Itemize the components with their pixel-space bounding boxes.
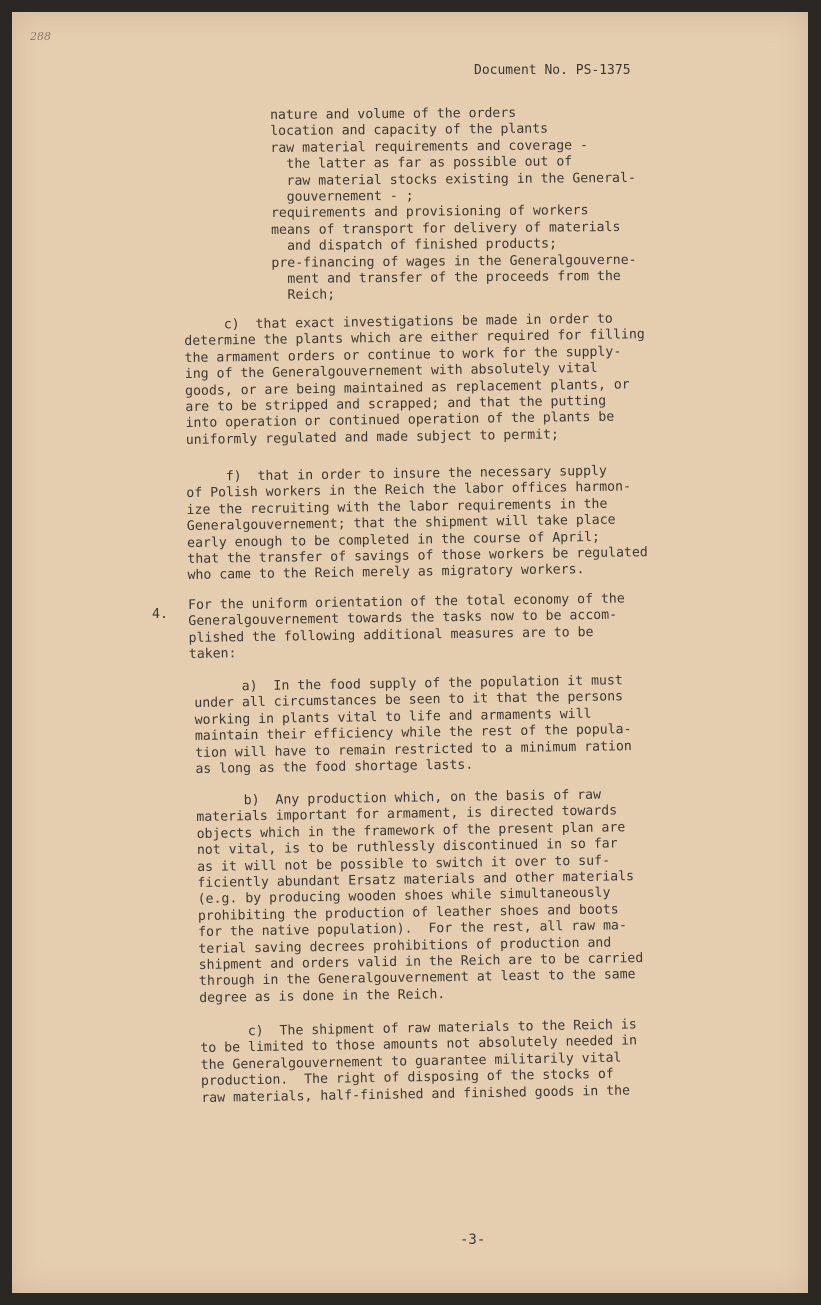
paragraph-line: as long as the food shortage lasts. [195, 757, 474, 778]
paragraph-line: the armament orders or continue to work for the supply- [184, 344, 622, 366]
list-line: Reich; [271, 287, 336, 304]
paragraph-line: ing of the Generalgouvernement with absolutely vital [184, 361, 598, 383]
paragraph-line: plished the following additional measures are to be [188, 624, 594, 646]
paragraph-f-polish-workers [186, 463, 648, 585]
list-line: pre-financing of wages in the Generalgouverne- [271, 252, 637, 271]
list-line: the latter as far as possible out of [270, 154, 573, 173]
paragraph-line: raw materials, half-finished and finished goods in the [201, 1083, 631, 1106]
paragraph-line: f) that in order to insure the necessary supply [186, 463, 607, 485]
document-page [12, 12, 808, 1293]
paragraph-c-plant-investigations [184, 311, 646, 449]
document-number: Document No. PS-1375 [474, 63, 631, 78]
paragraph-line: working in plants vital to life and armaments will [194, 706, 592, 728]
paragraph-line: materials important for armament, is directed towards [196, 803, 618, 826]
list-line: nature and volume of the orders [270, 105, 517, 123]
list-line: means of transport for delivery of materials [271, 219, 621, 238]
paragraph-line: c) The shipment of raw materials to the Reich is [200, 1017, 637, 1040]
paragraph-line: for the native population). For the rest, all raw ma- [198, 918, 627, 941]
paragraph-line: Generalgouvernement towards the tasks now to be accom- [188, 608, 618, 630]
paragraph-line: For the uniform orientation of the total economy of the [188, 591, 625, 613]
paragraph-c-raw-materials [200, 1017, 638, 1107]
paragraph-line: (e.g. by producing wooden shoes while simultaneously [197, 885, 611, 908]
paragraph-line: Generalgouvernement; that the shipment will take place [186, 512, 616, 535]
paragraph-a-food-supply [194, 673, 632, 778]
paragraph-line: objects which in the framework of the present plan are [196, 820, 626, 842]
list-line: ment and transfer of the proceeds from the [271, 269, 621, 288]
paragraph-b-production [196, 787, 644, 1007]
paragraph-line: b) Any production which, on the basis of raw [196, 787, 602, 809]
paragraph-line: taken: [188, 646, 237, 663]
section-number-4: 4. [152, 607, 168, 622]
list-line: location and capacity of the plants [270, 121, 549, 140]
paragraph-line: under all circumstances be seen to it that the persons [194, 689, 624, 712]
list-line: raw material requirements and coverage - [270, 138, 588, 156]
paragraph-line: goods, or are being maintained as replacement plants, or [184, 377, 630, 399]
order-details-list [270, 105, 637, 305]
paragraph-line: prohibiting the production of leather shoes and boots [197, 902, 619, 924]
paragraph-line: uniformly regulated and made subject to permit; [185, 427, 560, 448]
list-line: raw material stocks existing in the General- [270, 170, 636, 189]
section-4-intro [188, 592, 626, 664]
paragraph-line: to be limited to those amounts not absolutely needed in [200, 1033, 638, 1057]
paragraph-line: of Polish workers in the Reich the labor offices harmon- [186, 479, 632, 502]
paragraph-line: maintain their efficiency while the rest of the popula- [194, 722, 632, 745]
paragraph-line: determine the plants which are either required for filling [184, 327, 645, 350]
paragraph-line: c) that exact investigations be made in order to [184, 311, 613, 333]
paragraph-line: early enough to be completed in the course of April; [186, 529, 601, 551]
list-line: and dispatch of finished products; [271, 236, 558, 255]
archive-pencil-note: 288 [30, 30, 51, 43]
paragraph-line: shipment and orders valid in the Reich are to be carried [198, 951, 644, 974]
paragraph-line: through in the Generalgouvernement at least to the same [198, 967, 636, 990]
paragraph-line: as it will not be possible to switch it over to suf- [197, 853, 611, 875]
paragraph-line: degree as is done in the Reich. [199, 986, 446, 1006]
list-line: requirements and provisioning of workers [270, 203, 589, 222]
page-number: -3- [460, 1232, 486, 1248]
paragraph-line: production. The right of disposing of the stocks of [200, 1067, 614, 1090]
paragraph-line: tion will have to remain restricted to a minimum ration [195, 738, 632, 761]
paragraph-line: ficiently abundant Ersatz materials and other materials [197, 869, 635, 892]
list-line: gouvernement - ; [270, 188, 414, 206]
paragraph-line: terial saving decrees prohibitions of production and [198, 935, 612, 957]
paragraph-line: who came to the Reich merely as migratory workers. [187, 562, 585, 584]
paragraph-line: not vital, is to be ruthlessly discontinued in so far [196, 836, 618, 859]
paragraph-line: are to be stripped and scrapped; and that the putting [185, 393, 607, 416]
paragraph-line: the Generalgouvernement to guarantee militarily vital [200, 1050, 622, 1073]
paragraph-line: a) In the food supply of the population it must [194, 673, 623, 695]
paragraph-line: into operation or continued operation of the plants be [185, 410, 615, 432]
paragraph-line: that the transfer of savings of those workers be regulated [187, 545, 648, 568]
paragraph-line: ize the recruiting with the labor requirements in the [186, 496, 608, 518]
